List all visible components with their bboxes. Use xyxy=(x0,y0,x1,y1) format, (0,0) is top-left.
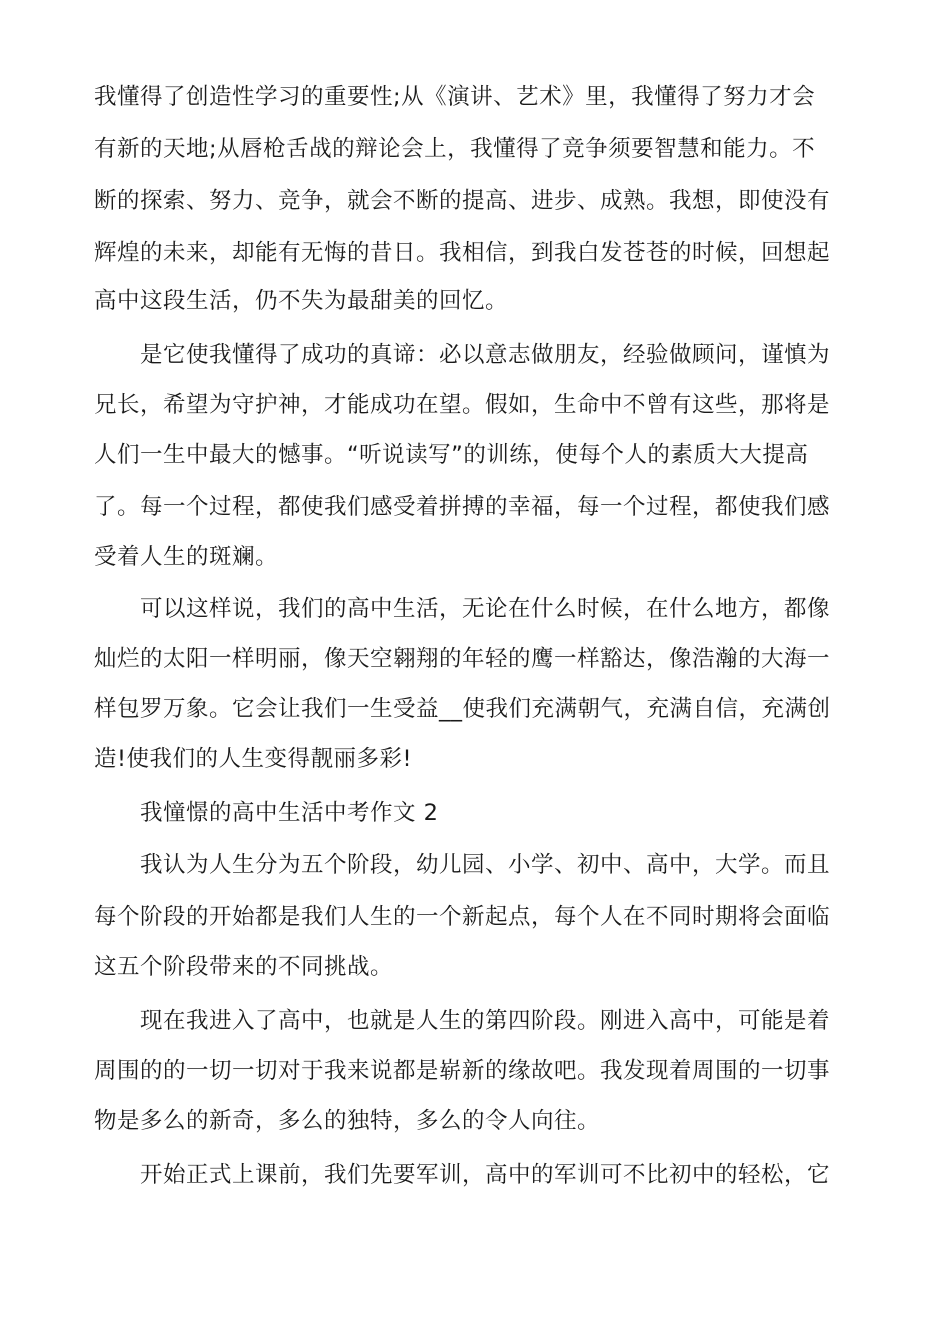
text-line: 了。每一个过程，都使我们感受着拼搏的幸福，每一个过程，都使我们感 xyxy=(94,494,831,520)
paragraph-first-line: 我认为人生分为五个阶段，幼儿园、小学、初中、高中，大学。而且 xyxy=(140,852,831,878)
paragraph-first-line: 可以这样说，我们的高中生活，无论在什么时候，在什么地方，都像 xyxy=(140,596,831,622)
text-line: 这五个阶段带来的不同挑战。 xyxy=(94,954,394,980)
section-title: 我憧憬的高中生活中考作文 2 xyxy=(140,800,439,826)
text-line: 我懂得了创造性学习的重要性;从《演讲、艺术》里，我懂得了努力才会 xyxy=(94,84,816,110)
text-line: 高中这段生活，仍不失为最甜美的回忆。 xyxy=(94,288,509,314)
text-line: 样包罗万象。它会让我们一生受益__使我们充满朝气，充满自信，充满创 xyxy=(94,696,831,722)
text-line: 每个阶段的开始都是我们人生的一个新起点，每个人在不同时期将会面临 xyxy=(94,904,831,930)
paragraph-first-line: 现在我进入了高中，也就是人生的第四阶段。刚进入高中，可能是着 xyxy=(140,1008,831,1034)
text-line: 灿烂的太阳一样明丽，像天空翱翔的年轻的鹰一样豁达，像浩瀚的大海一 xyxy=(94,646,831,672)
paragraph-first-line: 开始正式上课前，我们先要军训，高中的军训可不比初中的轻松，它 xyxy=(140,1162,831,1188)
text-line: 造!使我们的人生变得靓丽多彩! xyxy=(94,746,413,772)
text-line: 周围的的一切一切对于我来说都是崭新的缘故吧。我发现着周围的一切事 xyxy=(94,1058,831,1084)
text-line: 兄长，希望为守护神，才能成功在望。假如，生命中不曾有这些，那将是 xyxy=(94,392,831,418)
text-line: 断的探索、努力、竞争，就会不断的提高、进步、成熟。我想，即使没有 xyxy=(94,188,831,214)
text-line: 有新的天地;从唇枪舌战的辩论会上，我懂得了竞争须要智慧和能力。不 xyxy=(94,136,816,162)
text-line: 受着人生的斑斓。 xyxy=(94,544,279,570)
paragraph-first-line: 是它使我懂得了成功的真谛：必以意志做朋友，经验做顾问，谨慎为 xyxy=(140,342,831,368)
text-line: 辉煌的未来，却能有无悔的昔日。我相信，到我白发苍苍的时候，回想起 xyxy=(94,240,831,266)
text-line: 物是多么的新奇，多么的独特，多么的令人向往。 xyxy=(94,1108,601,1134)
text-line: 人们一生中最大的憾事。“听说读写”的训练，使每个人的素质大大提高 xyxy=(94,442,809,468)
